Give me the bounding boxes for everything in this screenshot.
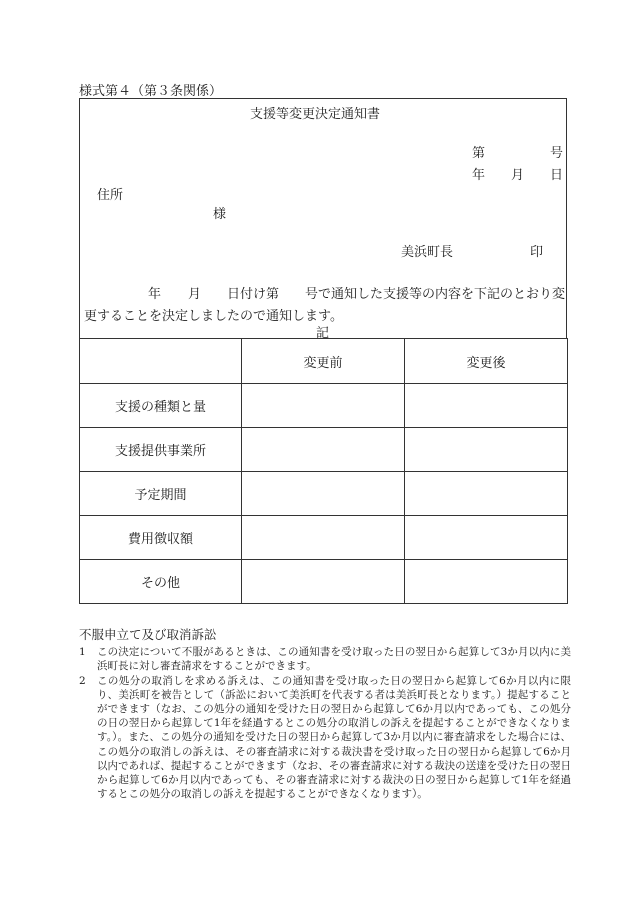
notice-frame [79, 98, 567, 338]
note-number: 2 [79, 674, 86, 687]
row-label: 予定期間 [80, 472, 242, 516]
note-number: 1 [79, 646, 86, 659]
body-gou: 号で通知した支援等の内容を下記のとおり変 [305, 287, 566, 302]
before-cell[interactable] [242, 516, 405, 560]
row-label: 支援の種類と量 [80, 384, 242, 428]
header-cell-before: 変更前 [242, 339, 405, 384]
after-cell[interactable] [405, 560, 568, 604]
address-label: 住所 [97, 188, 124, 203]
after-cell[interactable] [405, 428, 568, 472]
after-cell[interactable] [405, 472, 568, 516]
table-row [80, 472, 568, 516]
appeal-notes [79, 628, 571, 801]
before-cell[interactable] [242, 428, 405, 472]
change-table [79, 338, 568, 604]
note-text: この処分の取消しを求める訴えは、この通知書を受け取った日の翌日から起算して6か月以内に限り、美浜町を被告として（訴訟において美浜町を代表する者は美浜町長となります。）提起することができます（なお、この処分の通知を受けた日の翌日から起算して6か月以内であっても、この処分の日の翌日から起算して1年を経過するとこの処分の取消しの訴えを提起することができなくなります。）。また、この処分の通知を受けた日の翌日から起算して3か月以内に審査請求をした場合には、この処分の取消しの訴えは、その審査請求に対する裁決書を受け取った日の翌日から起算して6か月以内であれば、提起することができます（なお、その審査請求に対する裁決の送達を受けた日の翌日から起算して6か月以内であっても、その審査請求に対する裁決の日の翌日から起算して1年を経過するとこの処分の取消しの訴えを提起することができなくなります）。 [97, 674, 571, 801]
note-text: この決定について不服があるときは、この通知書を受け取った日の翌日から起算して3か月以内に美浜町長に対し審査請求をすることができます。 [97, 646, 571, 673]
table-row [80, 428, 568, 472]
header-cell-blank [80, 339, 242, 384]
form-number-label: 様式第４（第３条関係） [79, 84, 223, 99]
date-month: 月 [511, 168, 525, 183]
table-row [80, 560, 568, 604]
document-title: 支援等変更決定通知書 [249, 107, 380, 122]
table-header-row [80, 339, 568, 384]
before-cell[interactable] [242, 472, 405, 516]
body-year: 年 [148, 287, 162, 302]
row-label: 支援提供事業所 [80, 428, 242, 472]
row-label: その他 [80, 560, 242, 604]
before-cell[interactable] [242, 384, 405, 428]
issuer-seal: 印 [530, 245, 544, 260]
after-cell[interactable] [405, 516, 568, 560]
body-day-ref: 日付け第 [227, 287, 280, 302]
table-row [80, 384, 568, 428]
row-label: 費用徴収額 [80, 516, 242, 560]
note-item [79, 645, 571, 673]
ki-label: 記 [316, 326, 330, 341]
date-day: 日 [550, 168, 564, 183]
body-line-2: 更することを決定しましたので通知します。 [84, 309, 343, 324]
note-item [79, 674, 571, 802]
issuer-name: 美浜町長 [401, 245, 454, 260]
body-month: 月 [188, 287, 202, 302]
recipient-honorific: 様 [213, 207, 227, 222]
number-dai: 第 [472, 146, 486, 161]
number-gou: 号 [550, 146, 564, 161]
table-row [80, 516, 568, 560]
before-cell[interactable] [242, 560, 405, 604]
date-year: 年 [472, 168, 486, 183]
after-cell[interactable] [405, 384, 568, 428]
notes-heading: 不服申立て及び取消訴訟 [79, 627, 217, 642]
header-cell-after: 変更後 [405, 339, 568, 384]
